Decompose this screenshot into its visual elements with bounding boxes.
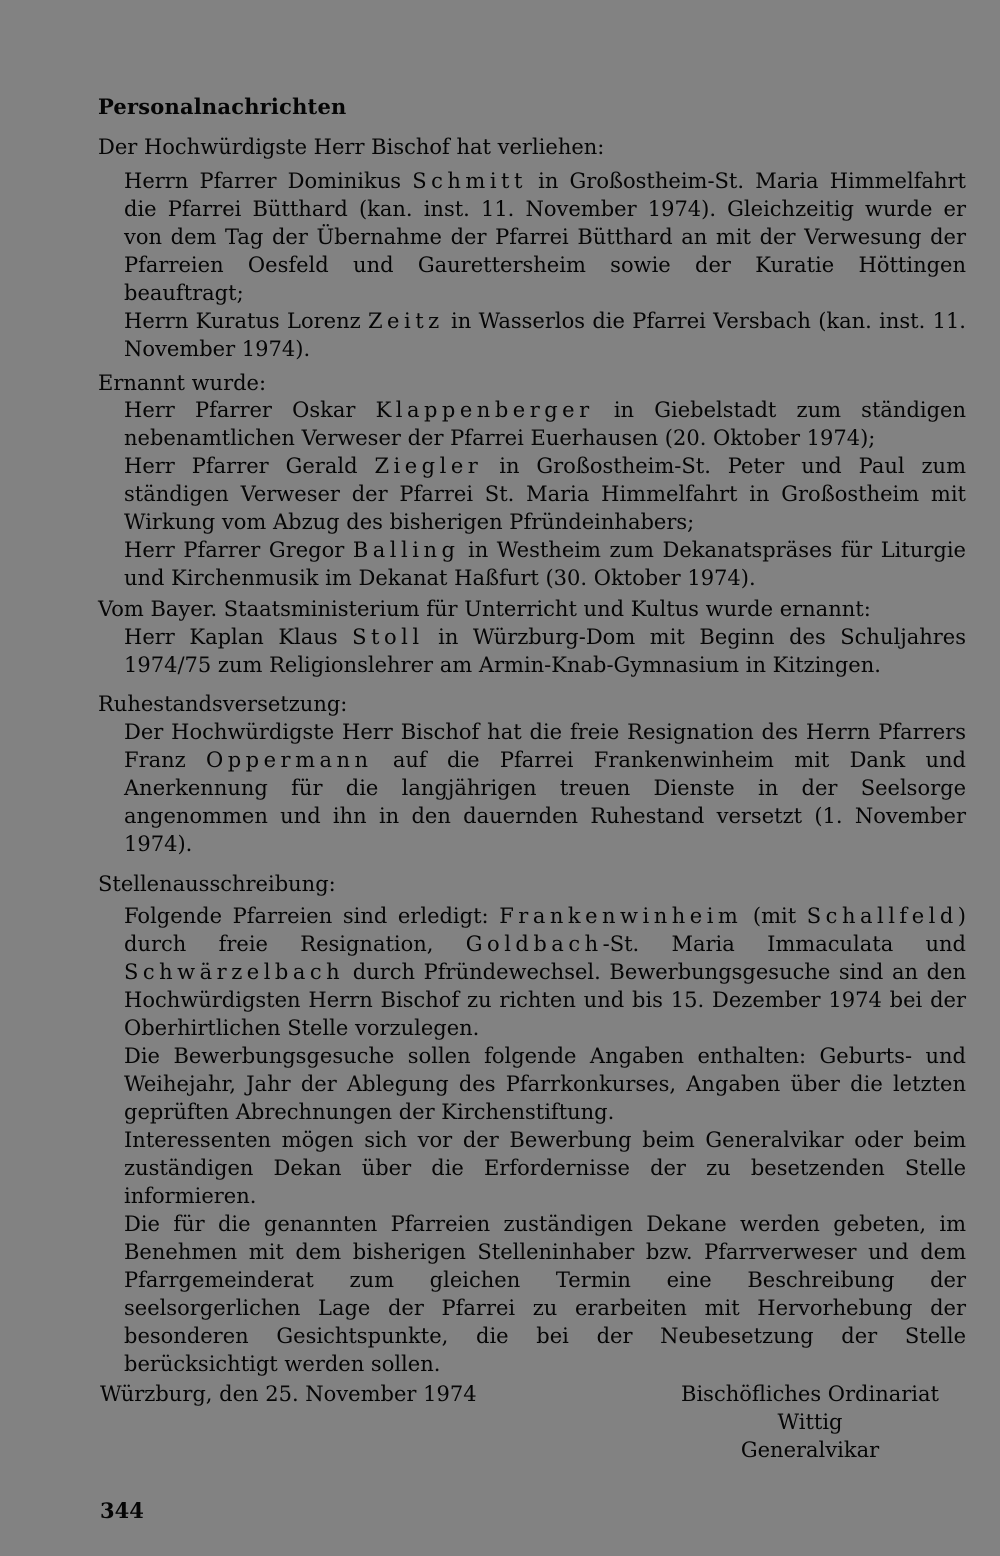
place-date: Würzburg, den 25. November 1974 — [100, 1382, 477, 1406]
section-body-verliehen — [124, 167, 966, 363]
parish-frankenwinheim: Frankenwinheim — [499, 904, 743, 928]
dekane-paragraph: Die für die genannten Pfarreien zuständigen Dekane werden gebeten, im Benehmen mit dem bisherigen Stelleninhaber bzw. Pfarrverweser und dem Pfarrgemeinderat zum gleichen Termin eine Beschreibung der seelsorgerlichen Lage der Pfarrei zu erarbeiten mit Hervorhebung der besonderen Gesichtspunkte, die bei der Neubesetzung der Stelle berücksichtigt werden sollen. — [124, 1212, 966, 1376]
entry-oppermann: Der Hochwürdigste Herr Bischof hat die freie Resignation des Herrn Pfarrers Franz Oppermann auf die Pfarrei Frankenwinheim mit Dank und Anerkennung für die langjährigen treuen Dienste in der Seelsorge angenommen und ihn in den dauernden Ruhestand versetzt (1. November 1974). — [124, 720, 966, 856]
section-label-ruhestand: Ruhestandsversetzung: — [98, 692, 348, 716]
name-zeitz: Zeitz — [367, 309, 444, 333]
parish-goldbach: Goldbach — [465, 932, 603, 956]
entry-ziegler: Herr Pfarrer Gerald Ziegler in Großostheim-St. Peter und Paul zum ständigen Verweser der Pfarrei St. Maria Himmelfahrt in Großostheim mit Wirkung vom Abzug des bisherigen Pfründeinhabers; — [124, 454, 966, 534]
section-label-stellenausschreibung: Stellenausschreibung: — [98, 872, 336, 896]
authority: Bischöfliches Ordinariat — [681, 1382, 939, 1406]
signature-block — [660, 1380, 960, 1464]
entry-stoll: Herr Kaplan Klaus Stoll in Würzburg-Dom mit Beginn des Schuljahres 1974/75 zum Religionslehrer am Armin-Knab-Gymnasium in Kitzingen. — [124, 625, 966, 677]
signer-role: Generalvikar — [740, 1438, 880, 1462]
entry-zeitz: Herrn Kuratus Lorenz Zeitz in Wasserlos die Pfarrei Versbach (kan. inst. 11. November 1974). — [124, 309, 966, 361]
name-ziegler: Ziegler — [374, 454, 483, 478]
parish-schallfeld: Schallfeld — [806, 904, 958, 928]
entry-schmitt: Herrn Pfarrer Dominikus Schmitt in Großostheim-St. Maria Himmelfahrt die Pfarrei Bütthard (kan. inst. 11. November 1974). Gleichzeitig wurde er von dem Tag der Übernahme der Pfarrei Bütthard an mit der Verwesung der Pfarreien Oesfeld und Gaurettersheim sowie der Kuratie Höttingen beauftragt; — [124, 169, 966, 305]
signer-name: Wittig — [777, 1410, 843, 1434]
inquiry-paragraph: Interessenten mögen sich vor der Bewerbung beim Generalvikar oder beim zuständigen Dekan über die Erfordernisse der zu besetzenden Stelle informieren. — [124, 1128, 966, 1208]
section-label-staatsministerium: Vom Bayer. Staatsministerium für Unterricht und Kultus wurde ernannt: — [98, 597, 871, 621]
entry-klappenberger: Herr Pfarrer Oskar Klappenberger in Giebelstadt zum ständigen nebenamtlichen Verweser der Pfarrei Euerhausen (20. Oktober 1974); — [124, 398, 966, 450]
name-oppermann: Oppermann — [206, 748, 373, 772]
parish-schwaerzelbach: Schwärzelbach — [124, 960, 345, 984]
section-body-ruhestand — [124, 718, 966, 858]
page-number: 344 — [100, 1498, 144, 1523]
name-schmitt: Schmitt — [412, 169, 527, 193]
requirements-paragraph: Die Bewerbungsgesuche sollen folgende Angaben enthalten: Geburts- und Weihejahr, Jahr der Ablegung des Pfarrkonkurses, Angaben über die letzten geprüften Abrechnungen der Kirchenstiftung. — [124, 1044, 966, 1124]
section-body-stellenausschreibung — [124, 902, 966, 1378]
section-body-ernannt — [124, 396, 966, 592]
name-balling: Balling — [352, 538, 460, 562]
vacancy-paragraph: Folgende Pfarreien sind erledigt: Frankenwinheim (mit Schallfeld) durch freie Resignation, Goldbach-St. Maria Immaculata und Schwärzelbach durch Pfründewechsel. Bewerbungsgesuche sind an den Hochwürdigsten Herrn Bischof zu richten und bis 15. Dezember 1974 bei der Oberhirtlichen Stelle vorzulegen. — [124, 904, 966, 1040]
section-body-staatsministerium — [124, 623, 966, 679]
entry-balling: Herr Pfarrer Gregor Balling in Westheim zum Dekanatspräses für Liturgie und Kirchenmusik im Dekanat Haßfurt (30. Oktober 1974). — [124, 538, 966, 590]
section-label-verliehen: Der Hochwürdigste Herr Bischof hat verliehen: — [98, 135, 605, 159]
page-heading: Personalnachrichten — [98, 94, 347, 119]
name-klappenberger: Klappenberger — [375, 398, 594, 422]
section-label-ernannt: Ernannt wurde: — [98, 371, 267, 395]
name-stoll: Stoll — [352, 625, 424, 649]
